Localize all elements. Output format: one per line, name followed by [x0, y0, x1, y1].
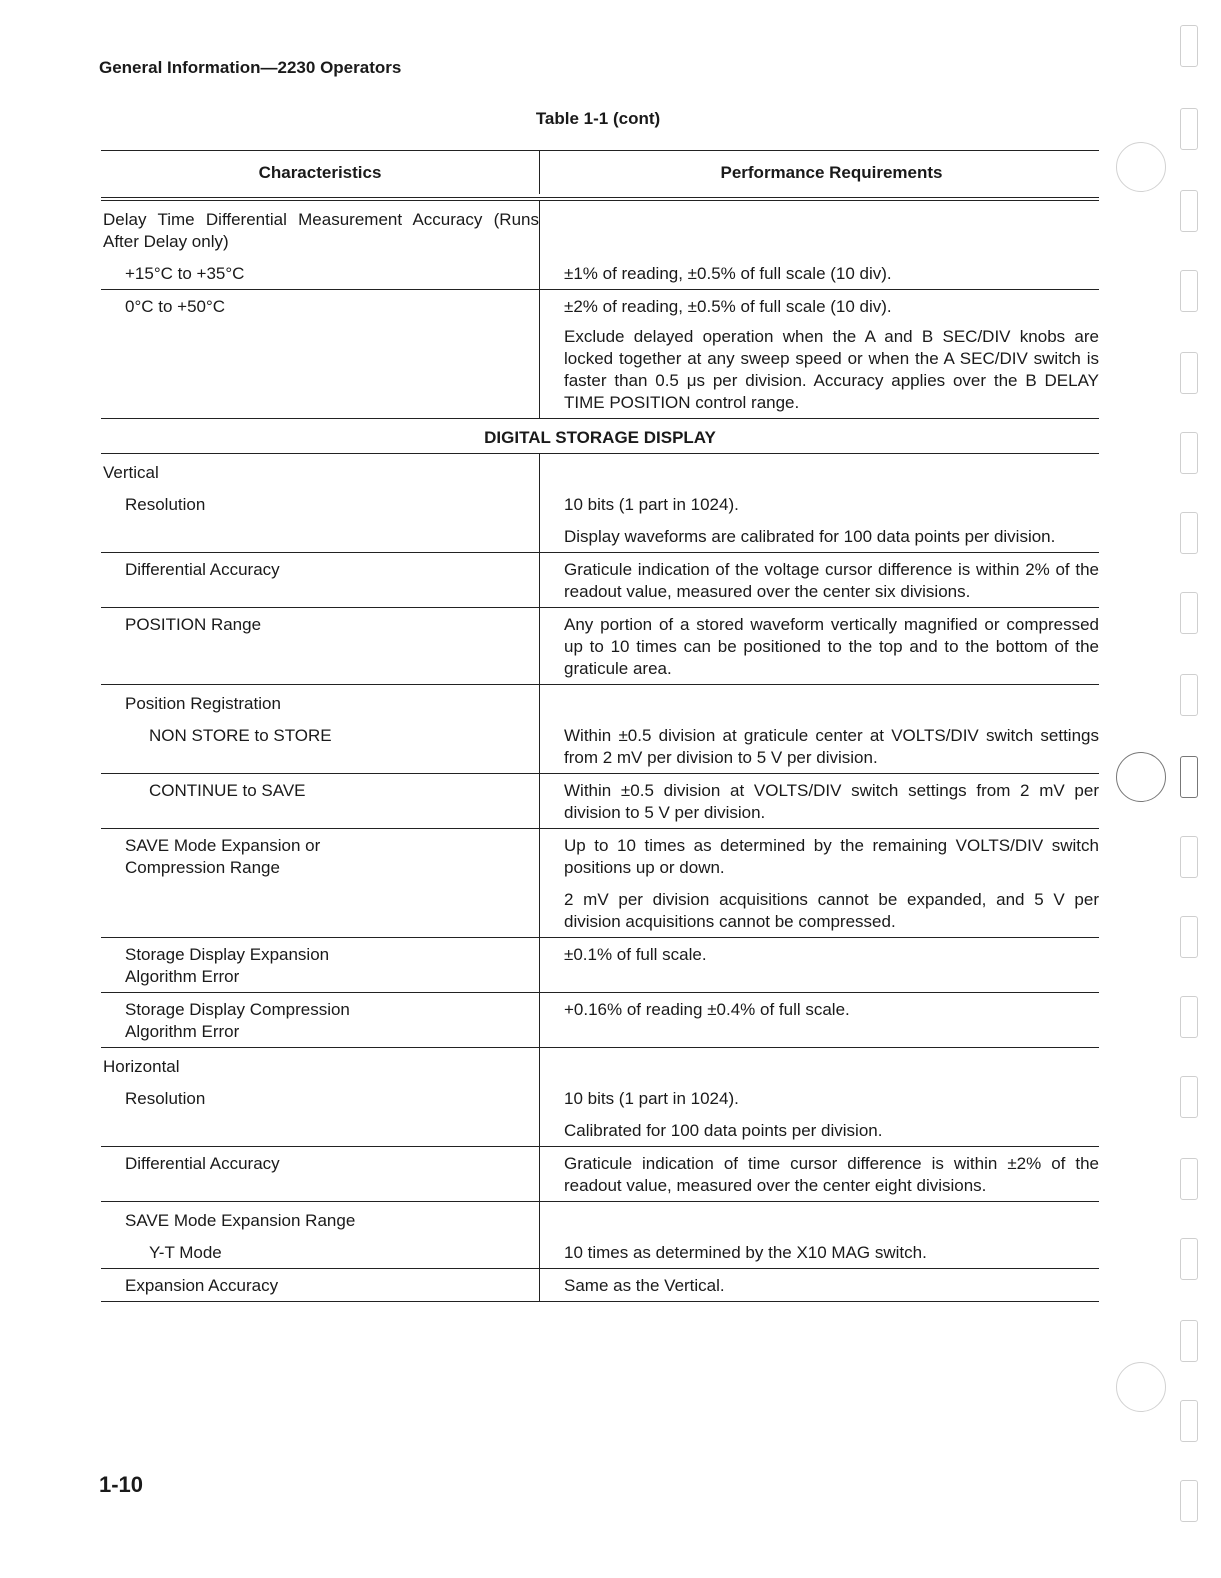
binder-mark [1180, 592, 1198, 634]
binder-mark [1180, 1238, 1198, 1280]
binder-mark [1180, 108, 1198, 150]
table-row [101, 1269, 1099, 1302]
table-header-row [101, 151, 1099, 194]
vertical-save-value: Up to 10 times as determined by the remaining VOLTS/DIV switch positions up or down. [564, 836, 1099, 877]
vertical-comp-error-value: +0.16% of reading ±0.4% of full scale. [564, 1000, 850, 1019]
binder-mark [1180, 756, 1198, 798]
section-title-digital-storage: DIGITAL STORAGE DISPLAY [101, 419, 1099, 454]
spec-table [101, 150, 1099, 1302]
horizontal-save-label: SAVE Mode Expansion Range [125, 1211, 356, 1230]
vertical-save-note: 2 mV per division acquisitions cannot be expanded, and 5 V per division acquisitions cannot be compressed. [564, 890, 1099, 931]
horizontal-resolution-note: Calibrated for 100 data points per division. [564, 1121, 883, 1140]
table-row [101, 685, 1099, 719]
binder-mark [1180, 432, 1198, 474]
table-row [101, 257, 1099, 290]
vertical-resolution-value: 10 bits (1 part in 1024). [564, 495, 739, 514]
horizontal-resolution-label: Resolution [125, 1089, 206, 1108]
delay-accuracy-2: ±2% of reading, ±0.5% of full scale (10 div). [564, 297, 892, 316]
delay-temp-range-1: +15°C to +35°C [125, 264, 245, 283]
table-row [101, 938, 1099, 993]
binder-mark [1180, 1158, 1198, 1200]
delay-note: Exclude delayed operation when the A and B SEC/DIV knobs are locked together at any sweep speed or when the A SEC/DIV switch is faster than 0.5 μs per division. Accuracy applies over the B DELAY TIME POSITION control range. [564, 327, 1099, 412]
col-header-performance: Performance Requirements [539, 151, 1099, 194]
vertical-title: Vertical [103, 463, 159, 482]
vertical-exp-error-value: ±0.1% of full scale. [564, 945, 707, 964]
vertical-registration-label: Position Registration [125, 694, 281, 713]
binder-mark [1180, 996, 1198, 1038]
table-caption: Table 1-1 (cont) [535, 109, 661, 128]
vertical-resolution-note: Display waveforms are calibrated for 100 data points per division. [564, 527, 1056, 546]
table-row [101, 201, 1099, 257]
binder-mark [1180, 1480, 1198, 1522]
binder-mark [1180, 190, 1198, 232]
vertical-diff-label: Differential Accuracy [125, 560, 280, 579]
table-row [101, 829, 1099, 938]
table-row [101, 553, 1099, 608]
horizontal-exp-acc-value: Same as the Vertical. [564, 1276, 725, 1295]
table-row [101, 774, 1099, 829]
delay-temp-range-2: 0°C to +50°C [125, 297, 226, 316]
table-row [101, 608, 1099, 685]
table-row [101, 719, 1099, 774]
vertical-nonstore-label: NON STORE to STORE [149, 726, 332, 745]
punch-hole [1116, 752, 1166, 802]
punch-hole [1116, 1362, 1166, 1412]
vertical-position-value: Any portion of a stored waveform vertically magnified or compressed up to 10 times can be positioned to the top and to the bottom of the graticule area. [564, 615, 1099, 678]
horizontal-resolution-value: 10 bits (1 part in 1024). [564, 1089, 739, 1108]
delay-title: Delay Time Differential Measurement Accuracy (Runs After Delay only) [103, 210, 539, 251]
table-row [101, 1082, 1099, 1147]
horizontal-yt-label: Y-T Mode [149, 1243, 222, 1262]
vertical-position-label: POSITION Range [125, 615, 262, 634]
table-row [101, 1048, 1099, 1082]
binder-mark [1180, 270, 1198, 312]
horizontal-diff-label: Differential Accuracy [125, 1154, 280, 1173]
vertical-resolution-label: Resolution [125, 495, 206, 514]
delay-accuracy-1: ±1% of reading, ±0.5% of full scale (10 div). [564, 264, 892, 283]
vertical-save-label: SAVE Mode Expansion or Compression Range [125, 836, 321, 877]
horizontal-title: Horizontal [103, 1057, 180, 1076]
binder-mark [1180, 1320, 1198, 1362]
table-row [101, 1147, 1099, 1202]
binder-mark [1180, 916, 1198, 958]
table-row [101, 454, 1099, 488]
punch-hole [1116, 142, 1166, 192]
binder-mark [1180, 674, 1198, 716]
vertical-nonstore-value: Within ±0.5 division at graticule center at VOLTS/DIV switch settings from 2 mV per division to 5 V per division. [564, 726, 1099, 767]
page-header-title: General Information—2230 Operators [99, 58, 402, 77]
horizontal-diff-value: Graticule indication of time cursor difference is within ±2% of the readout value, measured over the center eight divisions. [564, 1154, 1099, 1195]
vertical-continue-label: CONTINUE to SAVE [149, 781, 306, 800]
binder-mark [1180, 836, 1198, 878]
binder-mark [1180, 512, 1198, 554]
horizontal-yt-value: 10 times as determined by the X10 MAG switch. [564, 1243, 927, 1262]
table-row [101, 1202, 1099, 1236]
vertical-diff-value: Graticule indication of the voltage cursor difference is within 2% of the readout value, measured over the center six divisions. [564, 560, 1099, 601]
vertical-continue-value: Within ±0.5 division at VOLTS/DIV switch settings from 2 mV per division to 5 V per division. [564, 781, 1099, 822]
col-header-characteristics: Characteristics [258, 162, 382, 182]
page-number: 1-10 [99, 1472, 144, 1497]
binder-mark [1180, 352, 1198, 394]
binder-mark [1180, 25, 1198, 67]
table-row [101, 1236, 1099, 1269]
vertical-exp-error-label: Storage Display Expansion Algorithm Error [125, 945, 330, 986]
binder-mark [1180, 1400, 1198, 1442]
vertical-comp-error-label: Storage Display Compression Algorithm Error [125, 1000, 350, 1041]
table-row [101, 290, 1099, 419]
binder-mark [1180, 1076, 1198, 1118]
table-row [101, 993, 1099, 1048]
horizontal-exp-acc-label: Expansion Accuracy [125, 1276, 279, 1295]
table-row [101, 488, 1099, 553]
